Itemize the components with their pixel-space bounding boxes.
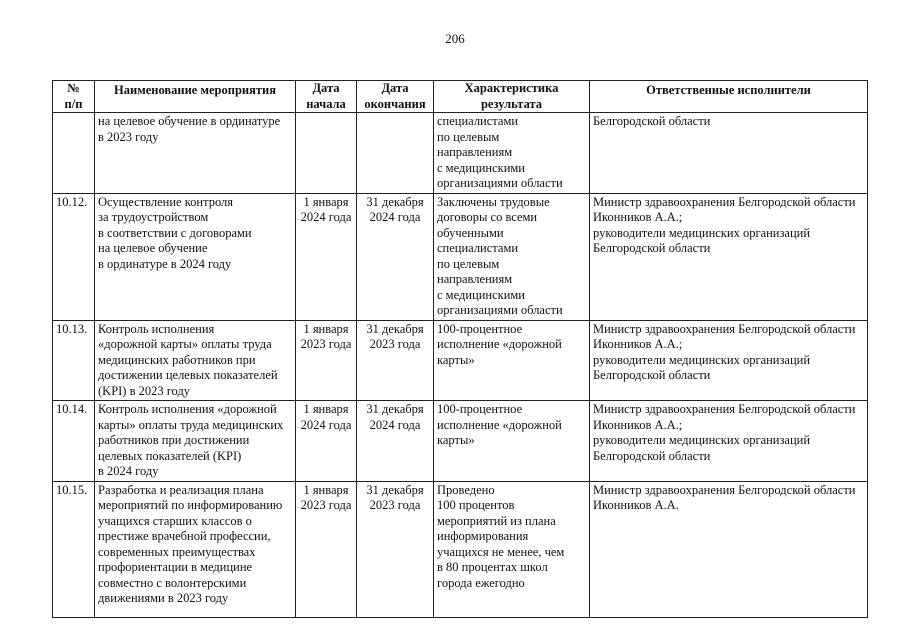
row-event-name: Разработка и реализация плана мероприятий по информированию учащихся старших классов о престиже врачебной профессии, современных преимуществах профориентации в медицине совместно с волонтерскими движениями в 2023 году xyxy=(95,481,296,617)
row-number: 10.14. xyxy=(53,401,95,482)
page-number: 206 xyxy=(445,31,465,46)
row-result: Заключены трудовые договоры со всеми обученными специалистами по целевым направлениям с медицинскими организациями области xyxy=(434,193,590,320)
header-responsible-label: Ответственные исполнители xyxy=(646,83,811,97)
row-start-date: 1 января 2024 года xyxy=(296,401,357,482)
header-num-line2: п/п xyxy=(64,96,83,111)
row-number: 10.12. xyxy=(53,193,95,320)
header-result-line1: Характеристика xyxy=(464,81,559,95)
row-event-name: Осуществление контроля за трудоустройством в соответствии с договорами на целевое обучение в ординатуре в 2024 году xyxy=(95,193,296,320)
row-responsible: Министр здравоохранения Белгородской области Иконников А.А.; руководители медицинских организаций Белгородской области xyxy=(590,320,868,401)
row-event-name: Контроль исполнения «дорожной карты» оплаты труда медицинских работников при достижении целевых показателей (KPI) в 2023 году xyxy=(95,320,296,401)
table-row xyxy=(53,320,868,401)
row-result: Проведено 100 процентов мероприятий из плана информирования учащихся не менее, чем в 80 процентах школ города ежегодно xyxy=(434,481,590,617)
row-number xyxy=(53,113,95,194)
row-event-name: на целевое обучение в ординатуре в 2023 году xyxy=(95,113,296,194)
table-row xyxy=(53,401,868,482)
row-number: 10.13. xyxy=(53,320,95,401)
row-end-date: 31 декабря 2024 года xyxy=(357,401,434,482)
header-start-date xyxy=(296,81,357,113)
row-end-date: 31 декабря 2024 года xyxy=(357,193,434,320)
header-end-line2: окончания xyxy=(364,96,426,111)
header-start-line2: начала xyxy=(306,96,346,111)
row-responsible: Министр здравоохранения Белгородской области Иконников А.А.; руководители медицинских организаций Белгородской области xyxy=(590,193,868,320)
row-start-date: 1 января 2023 года xyxy=(296,481,357,617)
header-start-line1: Дата xyxy=(312,81,340,95)
row-responsible: Белгородской области xyxy=(590,113,868,194)
row-end-date: 31 декабря 2023 года xyxy=(357,320,434,401)
header-responsible xyxy=(590,81,868,113)
header-name xyxy=(95,81,296,113)
row-start-date: 1 января 2023 года xyxy=(296,320,357,401)
row-start-date xyxy=(296,113,357,194)
row-end-date xyxy=(357,113,434,194)
row-result: 100-процентное исполнение «дорожной карты» xyxy=(434,320,590,401)
header-end-date xyxy=(357,81,434,113)
row-responsible: Министр здравоохранения Белгородской области Иконников А.А. xyxy=(590,481,868,617)
row-result: 100-процентное исполнение «дорожной карты» xyxy=(434,401,590,482)
table-row xyxy=(53,193,868,320)
row-event-name: Контроль исполнения «дорожной карты» оплаты труда медицинских работников при достижении целевых показателей (KPI) в 2024 году xyxy=(95,401,296,482)
table-header-row xyxy=(53,81,868,113)
header-end-line1: Дата xyxy=(381,81,409,95)
row-responsible: Министр здравоохранения Белгородской области Иконников А.А.; руководители медицинских организаций Белгородской области xyxy=(590,401,868,482)
header-name-label: Наименование мероприятия xyxy=(114,83,276,97)
header-result xyxy=(434,81,590,113)
header-num xyxy=(53,81,95,113)
events-table xyxy=(52,80,868,618)
header-num-line1: № xyxy=(67,81,80,95)
row-result: специалистами по целевым направлениям с медицинскими организациями области xyxy=(434,113,590,194)
header-result-line2: результата xyxy=(480,96,543,111)
table-row xyxy=(53,481,868,617)
row-start-date: 1 января 2024 года xyxy=(296,193,357,320)
row-end-date: 31 декабря 2023 года xyxy=(357,481,434,617)
table-row xyxy=(53,113,868,194)
row-number: 10.15. xyxy=(53,481,95,617)
